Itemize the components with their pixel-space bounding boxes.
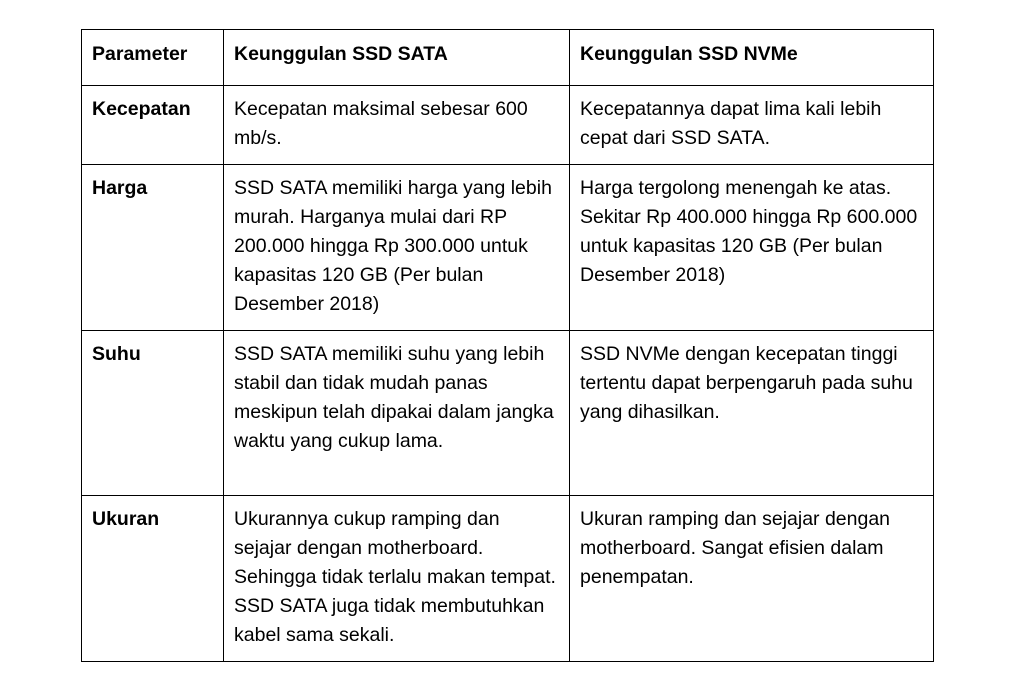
table-body	[82, 86, 934, 662]
table-row	[82, 165, 934, 331]
header-nvme: Keunggulan SSD NVMe	[570, 30, 934, 86]
parameter-cell: Harga	[82, 165, 224, 331]
table-header	[82, 30, 934, 86]
table-row	[82, 496, 934, 662]
comparison-table	[81, 29, 934, 662]
parameter-cell: Ukuran	[82, 496, 224, 662]
nvme-cell: Ukuran ramping dan sejajar dengan motherboard. Sangat efisien dalam penempatan.	[570, 496, 934, 662]
nvme-cell: SSD NVMe dengan kecepatan tinggi tertentu dapat berpengaruh pada suhu yang dihasilkan.	[570, 331, 934, 496]
sata-cell: Kecepatan maksimal sebesar 600 mb/s.	[224, 86, 570, 165]
parameter-cell: Suhu	[82, 331, 224, 496]
sata-cell: Ukurannya cukup ramping dan sejajar dengan motherboard. Sehingga tidak terlalu makan tempat. SSD SATA juga tidak membutuhkan kabel sama sekali.	[224, 496, 570, 662]
parameter-cell: Kecepatan	[82, 86, 224, 165]
table-row	[82, 86, 934, 165]
table-row	[82, 331, 934, 496]
header-sata: Keunggulan SSD SATA	[224, 30, 570, 86]
sata-cell: SSD SATA memiliki harga yang lebih murah. Harganya mulai dari RP 200.000 hingga Rp 300.000 untuk kapasitas 120 GB (Per bulan Desember 2018)	[224, 165, 570, 331]
header-row	[82, 30, 934, 86]
header-parameter: Parameter	[82, 30, 224, 86]
nvme-cell: Kecepatannya dapat lima kali lebih cepat dari SSD SATA.	[570, 86, 934, 165]
nvme-cell: Harga tergolong menengah ke atas. Sekitar Rp 400.000 hingga Rp 600.000 untuk kapasitas 120 GB (Per bulan Desember 2018)	[570, 165, 934, 331]
sata-cell: SSD SATA memiliki suhu yang lebih stabil dan tidak mudah panas meskipun telah dipakai dalam jangka waktu yang cukup lama.	[224, 331, 570, 496]
